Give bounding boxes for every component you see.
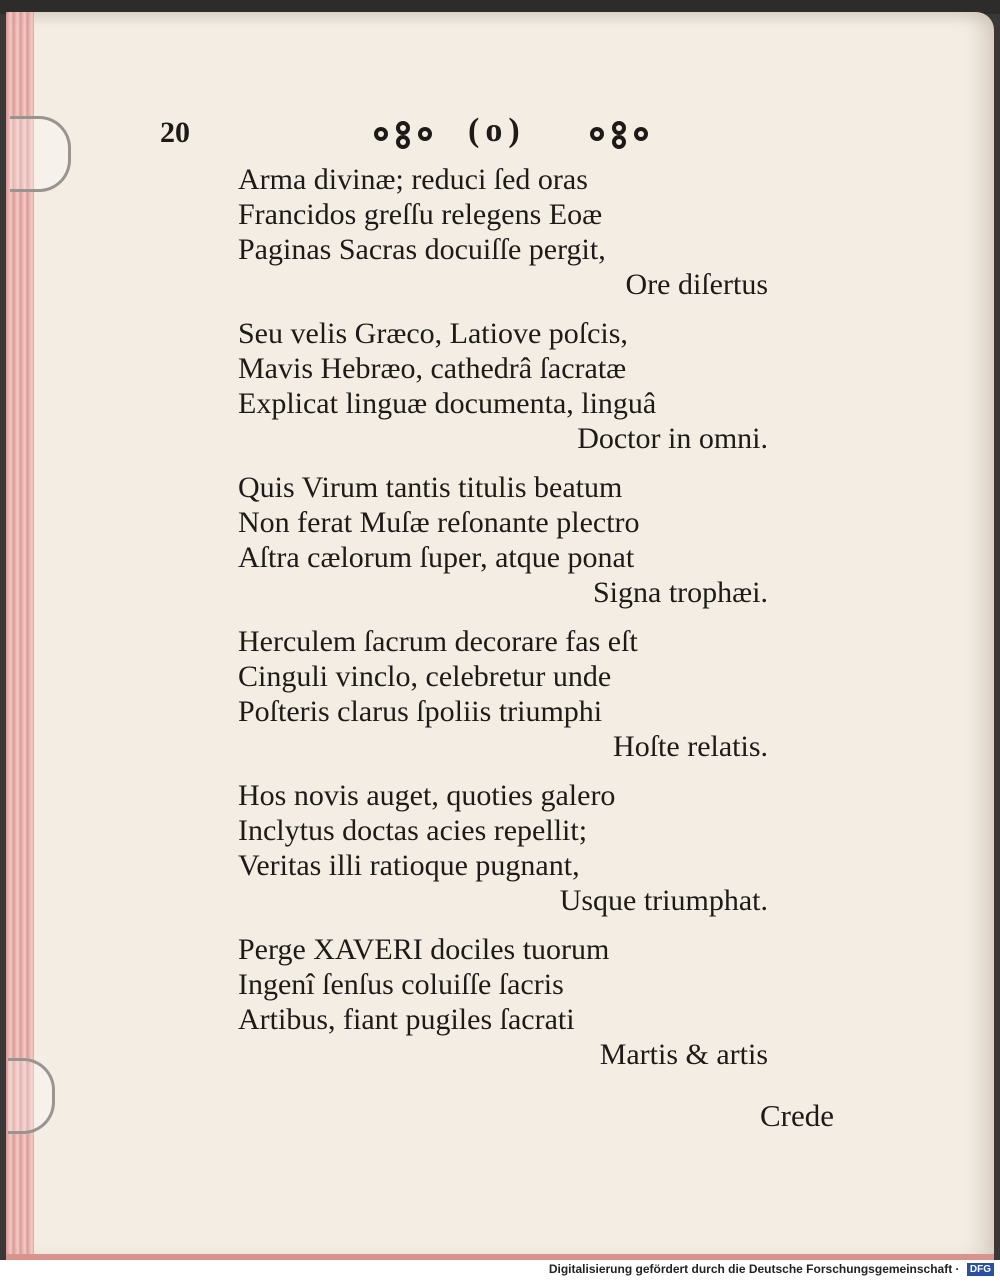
verse-line: Ingenî ſenſus coluiſſe ſacris <box>238 968 564 1001</box>
stanza <box>238 316 778 456</box>
verse-line: Paginas Sacras docuiſſe pergit, <box>238 233 606 266</box>
header-center-mark: (o) <box>468 112 526 149</box>
verse-line-adonic: Ore diſertus <box>625 268 768 301</box>
verse-line: Poſteris clarus ſpoliis triumphi <box>238 695 603 728</box>
verse-line: Seu velis Græco, Latiove poſcis, <box>238 317 628 350</box>
verse-line-adonic: Doctor in omni. <box>577 422 768 455</box>
stanza <box>238 624 778 764</box>
page-number: 20 <box>160 116 190 149</box>
verse-line-adonic: Martis & artis <box>599 1038 768 1071</box>
verse-line-adonic: Hoſte relatis. <box>613 730 768 763</box>
verse-line: Perge XAVERI dociles tuorum <box>238 933 610 966</box>
verse-line: Aſtra cælorum ſuper, atque ponat <box>238 541 635 574</box>
verse-line-adonic: Usque triumphat. <box>559 884 768 917</box>
stanza <box>238 162 778 302</box>
verse-line: Herculem ſacrum decorare fas eſt <box>238 625 638 658</box>
credit-text: Digitalisierung gefördert durch die Deutsche Forschungsgemeinschaft <box>548 1262 953 1276</box>
verse-line: Francidos greſſu relegens Eoæ <box>238 198 603 231</box>
footer-credit: Digitalisierung gefördert durch die Deutsche Forschungsgemeinschaft · DFG <box>549 1262 994 1276</box>
verse-line: Cinguli vinclo, celebretur unde <box>238 660 612 693</box>
ornament-left-icon <box>370 116 436 152</box>
verse-line: Artibus, fiant pugiles ſacrati <box>238 1003 575 1036</box>
page-header <box>6 112 994 162</box>
verse-line: Mavis Hebræo, cathedrâ ſacratæ <box>238 352 627 385</box>
verse-line: Explicat linguæ documenta, linguâ <box>238 387 657 420</box>
page-clip-bottom <box>8 1058 55 1134</box>
verse-line: Veritas illi ratioque pugnant, <box>238 849 580 882</box>
catchword: Crede <box>760 1098 835 1133</box>
verse-line: Inclytus doctas acies repellit; <box>238 814 588 847</box>
verse-line: Quis Virum tantis titulis beatum <box>238 471 623 504</box>
digitization-footer <box>0 1260 1000 1282</box>
poem-text <box>238 162 778 1086</box>
dfg-logo-icon: DFG <box>967 1263 994 1276</box>
stanza <box>238 778 778 918</box>
stanza <box>238 470 778 610</box>
book-page <box>6 12 994 1260</box>
verse-line: Hos novis auget, quoties galero <box>238 779 616 812</box>
verse-line: Non ferat Muſæ reſonante plectro <box>238 506 640 539</box>
verse-line-adonic: Signa trophæi. <box>592 576 768 609</box>
ornament-right-icon <box>586 116 652 152</box>
verse-line: Arma divinæ; reduci ſed oras <box>238 163 588 196</box>
stanza <box>238 932 778 1072</box>
